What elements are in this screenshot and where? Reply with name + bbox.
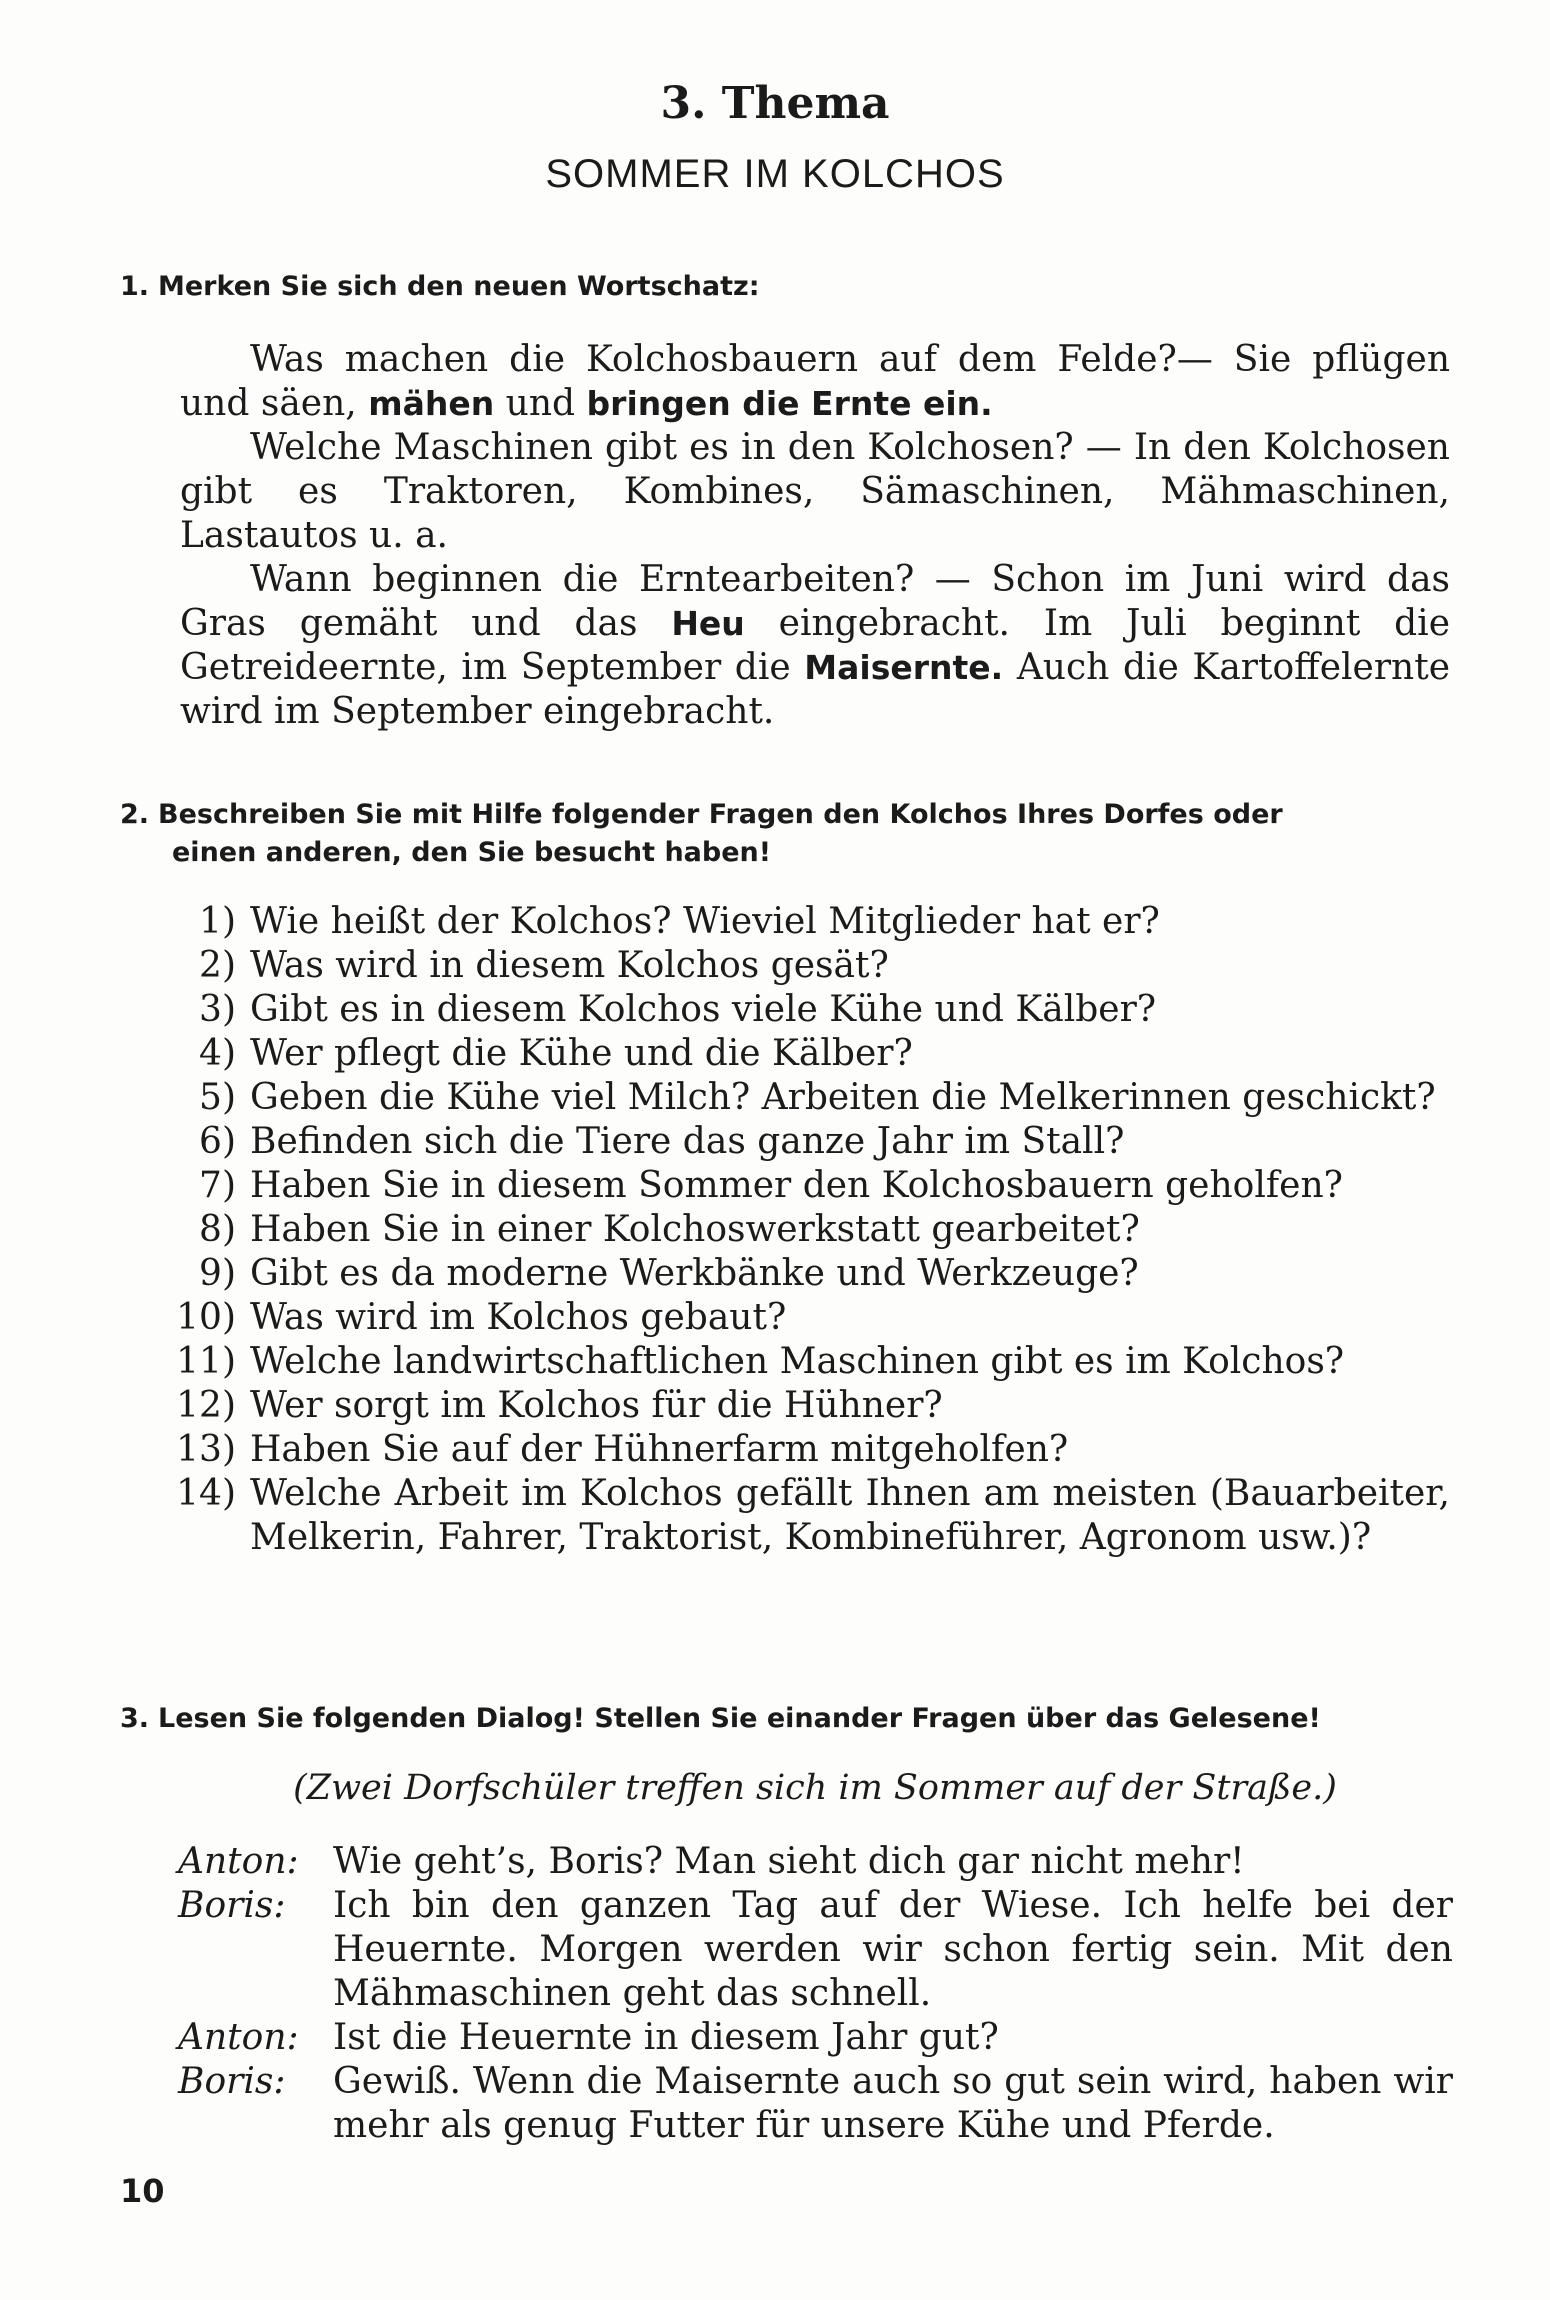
question-list: [150, 900, 1450, 1560]
list-item: 11) Welche landwirtschaftlichen Maschinen gibt es im Kolchos?: [176, 1341, 1345, 1382]
list-item: 12) Wer sorgt im Kolchos für die Hühner?: [176, 1385, 943, 1426]
list-item: 13) Haben Sie auf der Hühnerfarm mitgeholfen?: [176, 1429, 1069, 1470]
task-1-heading: [120, 268, 1450, 306]
page-title: 3. Thema: [660, 78, 890, 129]
vocab-term: Heu: [671, 604, 745, 643]
dialog: [178, 1840, 1453, 2148]
page-subtitle: SOMMER IM KOLCHOS: [545, 152, 1005, 196]
list-item: 7) Haben Sie in diesem Sommer den Kolchosbauern geholfen?: [199, 1165, 1343, 1206]
task-instruction-continued: einen anderen, den Sie besucht haben!: [172, 837, 772, 868]
speaker: Anton:: [178, 1841, 299, 1882]
vocab-paragraph: Was machen die Kolchosbauern auf dem Felde?— Sie pflügen und säen, mähen und bringen die Ernte ein.: [180, 339, 1450, 424]
list-item: 8) Haben Sie in einer Kolchoswerkstatt gearbeitet?: [199, 1209, 1140, 1250]
task-3-heading: [120, 1700, 1450, 1738]
dialog-line: [178, 1840, 1453, 1884]
list-item: 6) Befinden sich die Tiere das ganze Jahr im Stall?: [199, 1121, 1125, 1162]
task-number: 2.: [120, 799, 150, 830]
list-item: 3) Gibt es in diesem Kolchos viele Kühe und Kälber?: [199, 989, 1157, 1030]
task-instruction: Lesen Sie folgenden Dialog! Stellen Sie einander Fragen über das Gelesene!: [158, 1703, 1321, 1734]
vocab-term: Maisernte.: [804, 648, 1004, 687]
page-number: 10: [120, 2172, 165, 2210]
list-item: 10) Was wird im Kolchos gebaut?: [176, 1297, 787, 1338]
list-item: 1) Wie heißt der Kolchos? Wieviel Mitglieder hat er?: [199, 901, 1160, 942]
vocab-paragraph: Welche Maschinen gibt es in den Kolchosen? — In den Kolchosen gibt es Traktoren, Kombines, Sämaschinen, Mähmaschinen, Lastautos u. a.: [180, 427, 1450, 556]
vocab-paragraph: Wann beginnen die Erntearbeiten? — Schon im Juni wird das Gras gemäht und das Heu eingebracht. Im Juli beginnt die Getreideernte, im September die Maisernte. Auch die Kartoffelernte wird im September eingebracht.: [180, 559, 1451, 732]
speaker: Boris:: [178, 2061, 286, 2102]
utterance: Ist die Heuernte in diesem Jahr gut?: [333, 2017, 999, 2058]
dialog-line: [178, 1884, 1453, 2016]
list-item: 14) Welche Arbeit im Kolchos gefällt Ihnen am meisten (Bauarbeiter, Melkerin, Fahrer, Traktorist, Kombineführer, Agronom usw.)?: [176, 1473, 1450, 1558]
utterance: Ich bin den ganzen Tag auf der Wiese. Ich helfe bei der Heuernte. Morgen werden wir schon fertig sein. Mit den Mähmaschinen geht das schnell.: [333, 1885, 1453, 2014]
vocab-term: bringen die Ernte ein.: [586, 384, 993, 423]
task-instruction: Beschreiben Sie mit Hilfe folgender Fragen den Kolchos Ihres Dorfes oder: [158, 799, 1283, 830]
list-item: 9) Gibt es da moderne Werkbänke und Werkzeuge?: [199, 1253, 1139, 1294]
speaker: Anton:: [178, 2017, 299, 2058]
task-instruction: Merken Sie sich den neuen Wortschatz:: [158, 271, 760, 302]
task-number: 1.: [120, 271, 150, 302]
list-item: 4) Wer pflegt die Kühe und die Kälber?: [199, 1033, 913, 1074]
vocabulary-section: [180, 338, 1450, 734]
stage-direction: (Zwei Dorfschüler treffen sich im Sommer auf der Straße.): [293, 1768, 1337, 1808]
utterance: Wie geht’s, Boris? Man sieht dich gar nicht mehr!: [333, 1841, 1245, 1882]
list-item: 2) Was wird in diesem Kolchos gesät?: [199, 945, 889, 986]
utterance: Gewiß. Wenn die Maisernte auch so gut sein wird, haben wir mehr als genug Futter für unsere Kühe und Pferde.: [333, 2061, 1453, 2146]
dialog-line: [178, 2016, 1453, 2060]
speaker: Boris:: [178, 1885, 286, 1926]
task-number: 3.: [120, 1703, 150, 1734]
list-item: 5) Geben die Kühe viel Milch? Arbeiten die Melkerinnen geschickt?: [199, 1077, 1436, 1118]
vocab-term: mähen: [368, 384, 495, 423]
task-2-heading: [120, 796, 1450, 872]
dialog-line: [178, 2060, 1453, 2148]
